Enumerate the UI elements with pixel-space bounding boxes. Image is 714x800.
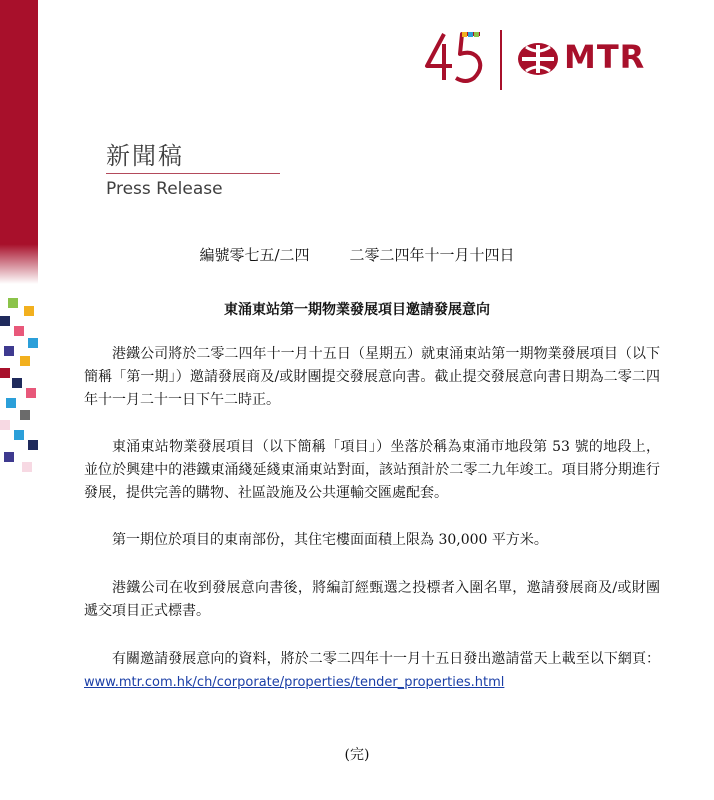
logo-divider	[500, 30, 502, 90]
pixel-block	[4, 452, 14, 462]
press-release-title-en: Press Release	[106, 179, 223, 199]
press-release-title-zh: 新聞稿	[106, 142, 184, 170]
paragraph-4: 港鐵公司在收到發展意向書後，將編訂經甄選之投標者入圍名單，邀請發展商及/或財團遞交項目正式標書。	[84, 580, 660, 619]
header-divider	[106, 173, 280, 174]
pixel-block	[14, 430, 24, 440]
end-mark: (完)	[344, 747, 370, 763]
mtr-wordmark: MTR	[564, 38, 646, 76]
reference-line	[0, 244, 714, 266]
paragraph-1: 港鐵公司將於二零二四年十一月十五日（星期五）就東涌東站第一期物業發展項目（以下簡稱「第一期」）邀請發展商及/或財團提交發展意向書。截止提交發展意向書日期為二零二四年十一月二十一日下午二時正。	[84, 346, 660, 408]
document-title: 東涌東站第一期物業發展項目邀請發展意向	[224, 302, 490, 318]
anniversary-45-logo	[424, 32, 486, 84]
paragraph-3: 第一期位於項目的東南部份，其住宅樓面面積上限為 30,000 平方米。	[112, 532, 548, 548]
pixel-block	[26, 388, 36, 398]
paragraph-2: 東涌東站物業發展項目（以下簡稱「項目」）坐落於稱為東涌市地段第 53 號的地段上，並位於興建中的港鐵東涌綫延綫東涌東站對面，該站預計於二零二九年竣工。項目將分期進行發展，提供完善的購物、社區設施及公共運輸交匯處配套。	[84, 439, 660, 501]
pixel-block	[4, 346, 14, 356]
pixel-block	[0, 420, 10, 430]
pixel-block	[20, 410, 30, 420]
pixel-block	[12, 378, 22, 388]
mtr-symbol-icon	[516, 41, 560, 77]
left-decorative-bar	[0, 0, 38, 800]
red-accent-strip	[0, 0, 38, 284]
reference-number: 編號零七五/二四	[199, 246, 310, 264]
pixel-block	[14, 326, 24, 336]
release-date: 二零二四年十一月十四日	[349, 246, 515, 264]
pixel-block	[28, 440, 38, 450]
pixel-block	[28, 338, 38, 348]
pixel-block	[22, 462, 32, 472]
tender-properties-link[interactable]: www.mtr.com.hk/ch/corporate/properties/tender_properties.html	[84, 675, 505, 690]
logo-group	[424, 28, 654, 90]
paragraph-5	[84, 648, 660, 694]
pixel-block	[6, 398, 16, 408]
pixel-block	[0, 368, 10, 378]
pixel-block	[20, 356, 30, 366]
paragraph-5-text: 有關邀請發展意向的資料，將於二零二四年十一月十五日發出邀請當天上載至以下網頁：	[112, 651, 660, 667]
